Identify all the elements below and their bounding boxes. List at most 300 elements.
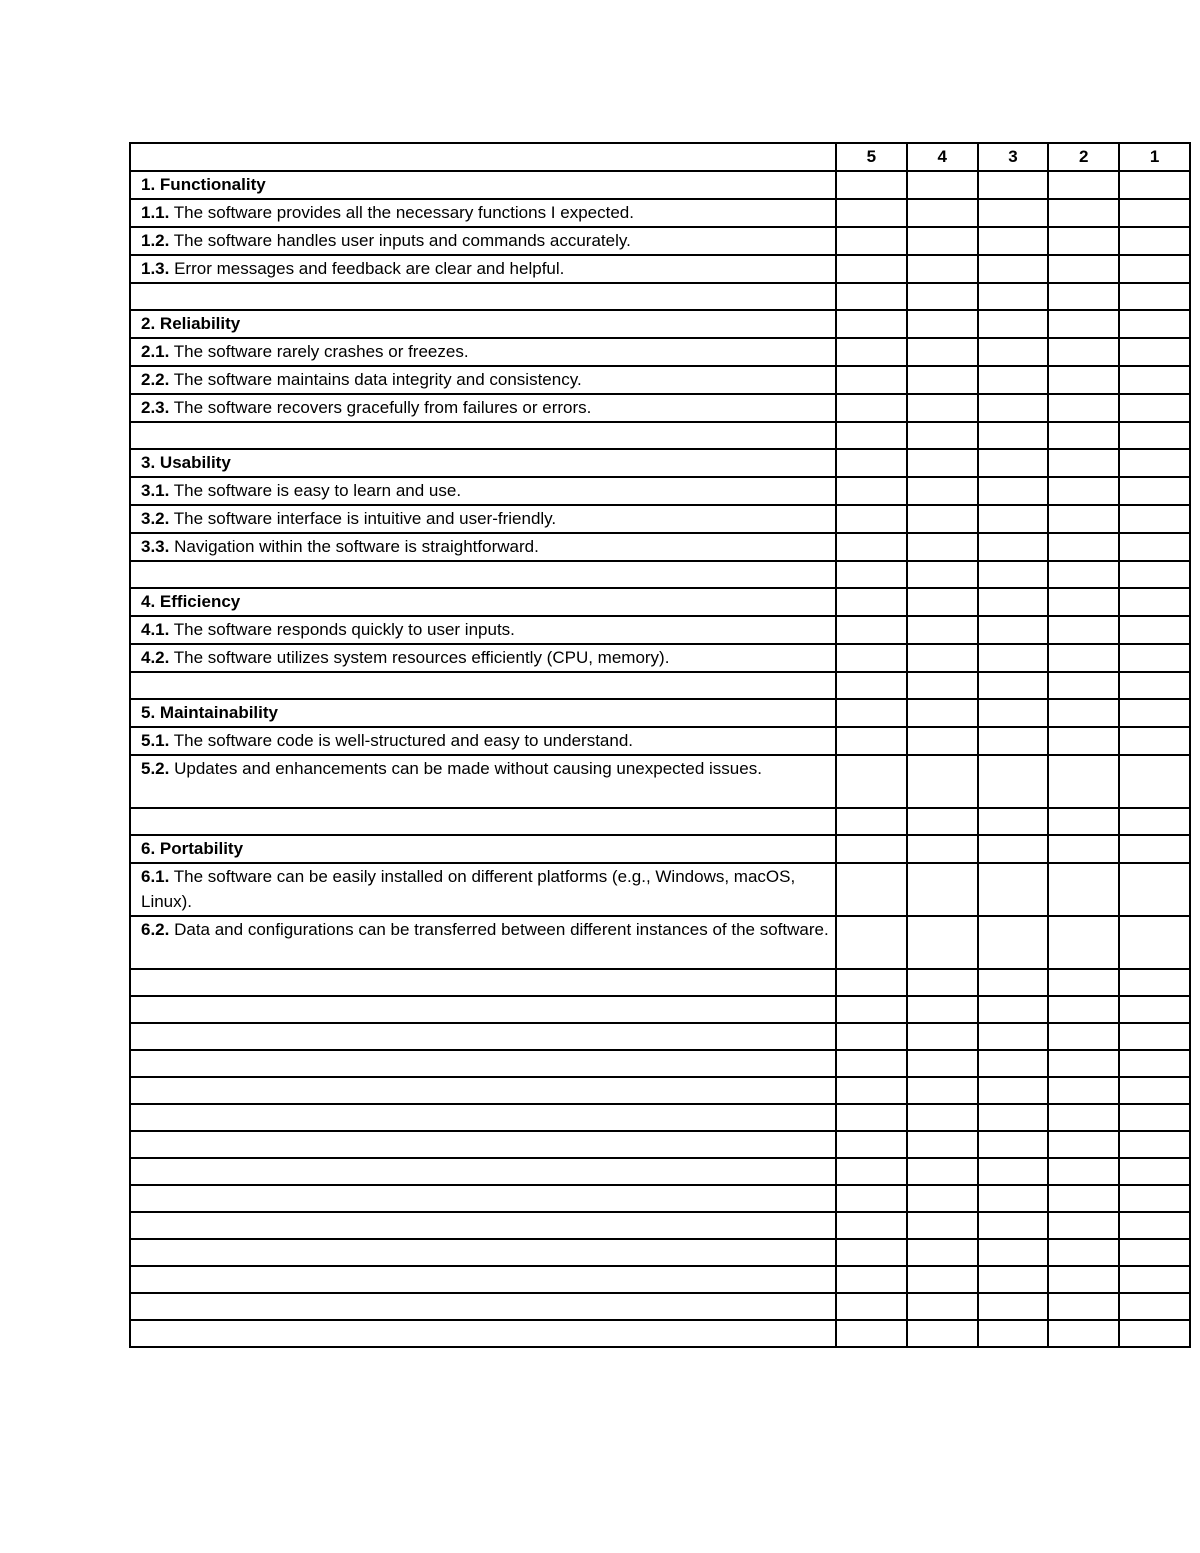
rating-cell-2[interactable]	[1048, 394, 1119, 422]
rating-cell-3[interactable]	[978, 1158, 1049, 1185]
rating-cell-5[interactable]	[836, 199, 907, 227]
item-label	[130, 255, 836, 283]
rating-cell-1[interactable]	[1119, 755, 1190, 808]
rating-cell-3[interactable]	[978, 1131, 1049, 1158]
rating-cell-1[interactable]	[1119, 533, 1190, 561]
rating-cell-1[interactable]	[1119, 255, 1190, 283]
rating-cell-3[interactable]	[978, 996, 1049, 1023]
rating-cell-2[interactable]	[1048, 477, 1119, 505]
rating-cell-2[interactable]	[1048, 1077, 1119, 1104]
rating-cell-4[interactable]	[907, 505, 978, 533]
rating-cell-4[interactable]	[907, 533, 978, 561]
item-number: 2.1.	[141, 342, 170, 361]
rating-cell-3[interactable]	[978, 1077, 1049, 1104]
rating-cell-2[interactable]	[1048, 338, 1119, 366]
blank-label-cell[interactable]	[130, 422, 836, 449]
rating-cell-5[interactable]	[836, 394, 907, 422]
item-number: 2.3.	[141, 398, 170, 417]
rating-cell-2[interactable]	[1048, 1266, 1119, 1293]
empty-label-cell[interactable]	[130, 1239, 836, 1266]
rating-cell-5[interactable]	[836, 863, 907, 916]
rating-cell-3[interactable]	[978, 699, 1049, 727]
rating-cell-1[interactable]	[1119, 505, 1190, 533]
evaluation-table	[129, 142, 1191, 1348]
empty-row	[130, 1023, 1190, 1050]
rating-cell-4[interactable]	[907, 1131, 978, 1158]
rating-cell-4[interactable]	[907, 227, 978, 255]
rating-cell-2[interactable]	[1048, 1185, 1119, 1212]
rating-cell-2[interactable]	[1048, 996, 1119, 1023]
rating-cell-3[interactable]	[978, 1104, 1049, 1131]
rating-cell-3[interactable]	[978, 1212, 1049, 1239]
rating-cell-5[interactable]	[836, 916, 907, 969]
rating-cell-1[interactable]	[1119, 727, 1190, 755]
blank-label-cell[interactable]	[130, 672, 836, 699]
criteria-header-cell	[130, 143, 836, 171]
rating-cell-5[interactable]	[836, 616, 907, 644]
rating-cell-4[interactable]	[907, 1158, 978, 1185]
rating-cell-1[interactable]	[1119, 835, 1190, 863]
empty-label-cell[interactable]	[130, 1077, 836, 1104]
section-number: 1.	[141, 175, 156, 194]
section-row	[130, 310, 1190, 338]
item-row	[130, 533, 1190, 561]
item-row	[130, 863, 1190, 916]
item-text: The software code is well-structured and easy to understand.	[173, 731, 634, 750]
rating-cell-5[interactable]	[836, 1077, 907, 1104]
rating-cell-2[interactable]	[1048, 916, 1119, 969]
rating-cell-3[interactable]	[978, 338, 1049, 366]
rating-cell-1[interactable]	[1119, 1266, 1190, 1293]
section-number: 2.	[141, 314, 156, 333]
empty-label-cell[interactable]	[130, 1050, 836, 1077]
section-row	[130, 588, 1190, 616]
rating-cell-5[interactable]	[836, 727, 907, 755]
rating-cell-3[interactable]	[978, 1023, 1049, 1050]
rating-cell-1[interactable]	[1119, 863, 1190, 916]
rating-cell-1[interactable]	[1119, 588, 1190, 616]
item-number: 1.2.	[141, 231, 170, 250]
item-number: 3.2.	[141, 509, 170, 528]
rating-cell-5[interactable]	[836, 255, 907, 283]
rating-cell-2[interactable]	[1048, 588, 1119, 616]
rating-header-4: 4	[907, 143, 978, 171]
rating-cell-1[interactable]	[1119, 449, 1190, 477]
item-row	[130, 755, 1190, 808]
rating-cell-3[interactable]	[978, 835, 1049, 863]
empty-label-cell[interactable]	[130, 1320, 836, 1347]
rating-cell-2[interactable]	[1048, 505, 1119, 533]
rating-cell-5[interactable]	[836, 1185, 907, 1212]
rating-cell-3[interactable]	[978, 672, 1049, 699]
rating-cell-1[interactable]	[1119, 699, 1190, 727]
item-number: 6.1.	[141, 867, 170, 886]
rating-cell-4[interactable]	[907, 1293, 978, 1320]
section-title	[130, 171, 836, 199]
rating-cell-5[interactable]	[836, 283, 907, 310]
rating-cell-3[interactable]	[978, 1293, 1049, 1320]
item-label	[130, 755, 836, 808]
rating-cell-5[interactable]	[836, 422, 907, 449]
empty-label-cell[interactable]	[130, 1158, 836, 1185]
rating-cell-2[interactable]	[1048, 699, 1119, 727]
empty-row	[130, 1320, 1190, 1347]
rating-cell-1[interactable]	[1119, 477, 1190, 505]
rating-cell-1[interactable]	[1119, 422, 1190, 449]
empty-row	[130, 1131, 1190, 1158]
rating-cell-2[interactable]	[1048, 227, 1119, 255]
rating-cell-3[interactable]	[978, 644, 1049, 672]
rating-cell-5[interactable]	[836, 755, 907, 808]
rating-cell-2[interactable]	[1048, 1158, 1119, 1185]
item-number: 3.3.	[141, 537, 170, 556]
item-row	[130, 394, 1190, 422]
rating-cell-2[interactable]	[1048, 171, 1119, 199]
rating-cell-4[interactable]	[907, 916, 978, 969]
item-text: The software utilizes system resources efficiently (CPU, memory).	[173, 648, 670, 667]
item-number: 4.2.	[141, 648, 170, 667]
rating-cell-3[interactable]	[978, 422, 1049, 449]
rating-cell-2[interactable]	[1048, 283, 1119, 310]
rating-cell-2[interactable]	[1048, 616, 1119, 644]
rating-cell-1[interactable]	[1119, 283, 1190, 310]
rating-cell-2[interactable]	[1048, 755, 1119, 808]
rating-cell-1[interactable]	[1119, 1320, 1190, 1347]
rating-cell-3[interactable]	[978, 561, 1049, 588]
section-number: 6.	[141, 839, 156, 858]
section-number: 4.	[141, 592, 156, 611]
rating-cell-5[interactable]	[836, 1158, 907, 1185]
rating-cell-3[interactable]	[978, 533, 1049, 561]
rating-cell-5[interactable]	[836, 644, 907, 672]
item-text: Data and configurations can be transferred between different instances of the software.	[174, 920, 829, 939]
rating-cell-4[interactable]	[907, 969, 978, 996]
rating-cell-4[interactable]	[907, 477, 978, 505]
rating-cell-1[interactable]	[1119, 310, 1190, 338]
empty-row	[130, 1050, 1190, 1077]
rating-cell-2[interactable]	[1048, 449, 1119, 477]
rating-cell-2[interactable]	[1048, 1131, 1119, 1158]
rating-cell-5[interactable]	[836, 366, 907, 394]
blank-label-cell[interactable]	[130, 283, 836, 310]
empty-label-cell[interactable]	[130, 996, 836, 1023]
rating-cell-1[interactable]	[1119, 338, 1190, 366]
empty-row	[130, 1104, 1190, 1131]
empty-label-cell[interactable]	[130, 1131, 836, 1158]
rating-cell-5[interactable]	[836, 1212, 907, 1239]
rating-cell-4[interactable]	[907, 699, 978, 727]
rating-cell-5[interactable]	[836, 171, 907, 199]
rating-cell-5[interactable]	[836, 835, 907, 863]
rating-cell-3[interactable]	[978, 1050, 1049, 1077]
rating-cell-1[interactable]	[1119, 916, 1190, 969]
rating-cell-1[interactable]	[1119, 366, 1190, 394]
rating-cell-4[interactable]	[907, 1104, 978, 1131]
rating-cell-5[interactable]	[836, 808, 907, 835]
empty-label-cell[interactable]	[130, 1293, 836, 1320]
empty-label-cell[interactable]	[130, 1023, 836, 1050]
rating-cell-4[interactable]	[907, 199, 978, 227]
rating-cell-5[interactable]	[836, 1104, 907, 1131]
empty-label-cell[interactable]	[130, 969, 836, 996]
rating-cell-1[interactable]	[1119, 996, 1190, 1023]
rating-cell-3[interactable]	[978, 477, 1049, 505]
item-text: The software is easy to learn and use.	[173, 481, 462, 500]
item-label	[130, 505, 836, 533]
item-row	[130, 727, 1190, 755]
rating-cell-4[interactable]	[907, 996, 978, 1023]
item-text: Navigation within the software is straightforward.	[174, 537, 539, 556]
rating-cell-4[interactable]	[907, 1050, 978, 1077]
rating-cell-4[interactable]	[907, 1320, 978, 1347]
rating-cell-3[interactable]	[978, 1266, 1049, 1293]
blank-label-cell[interactable]	[130, 808, 836, 835]
rating-cell-3[interactable]	[978, 1239, 1049, 1266]
rating-cell-1[interactable]	[1119, 1077, 1190, 1104]
rating-cell-5[interactable]	[836, 1131, 907, 1158]
rating-cell-3[interactable]	[978, 969, 1049, 996]
item-label	[130, 227, 836, 255]
item-label	[130, 916, 836, 969]
item-label	[130, 863, 836, 916]
rating-cell-4[interactable]	[907, 255, 978, 283]
rating-cell-1[interactable]	[1119, 199, 1190, 227]
rating-cell-2[interactable]	[1048, 366, 1119, 394]
rating-cell-5[interactable]	[836, 449, 907, 477]
empty-label-cell[interactable]	[130, 1212, 836, 1239]
rating-cell-2[interactable]	[1048, 199, 1119, 227]
item-label	[130, 338, 836, 366]
item-text: The software rarely crashes or freezes.	[173, 342, 469, 361]
rating-cell-3[interactable]	[978, 310, 1049, 338]
empty-label-cell[interactable]	[130, 1185, 836, 1212]
rating-cell-5[interactable]	[836, 1293, 907, 1320]
rating-cell-3[interactable]	[978, 1320, 1049, 1347]
empty-row	[130, 1185, 1190, 1212]
rating-cell-2[interactable]	[1048, 561, 1119, 588]
rating-cell-2[interactable]	[1048, 1212, 1119, 1239]
rating-cell-1[interactable]	[1119, 561, 1190, 588]
section-title	[130, 449, 836, 477]
rating-header-3: 3	[978, 143, 1049, 171]
rating-cell-5[interactable]	[836, 969, 907, 996]
section-title	[130, 310, 836, 338]
rating-cell-5[interactable]	[836, 588, 907, 616]
item-label	[130, 477, 836, 505]
rating-cell-2[interactable]	[1048, 255, 1119, 283]
rating-cell-4[interactable]	[907, 835, 978, 863]
rating-cell-3[interactable]	[978, 255, 1049, 283]
rating-cell-4[interactable]	[907, 561, 978, 588]
rating-header-2: 2	[1048, 143, 1119, 171]
rating-cell-1[interactable]	[1119, 672, 1190, 699]
section-row	[130, 835, 1190, 863]
rating-cell-1[interactable]	[1119, 808, 1190, 835]
rating-cell-2[interactable]	[1048, 1320, 1119, 1347]
rating-cell-2[interactable]	[1048, 727, 1119, 755]
rating-cell-1[interactable]	[1119, 969, 1190, 996]
rating-cell-4[interactable]	[907, 1239, 978, 1266]
rating-cell-5[interactable]	[836, 699, 907, 727]
header-row	[130, 143, 1190, 171]
rating-cell-4[interactable]	[907, 422, 978, 449]
rating-cell-4[interactable]	[907, 616, 978, 644]
item-number: 5.1.	[141, 731, 170, 750]
rating-cell-1[interactable]	[1119, 1023, 1190, 1050]
rating-cell-1[interactable]	[1119, 1239, 1190, 1266]
rating-cell-3[interactable]	[978, 283, 1049, 310]
rating-cell-3[interactable]	[978, 227, 1049, 255]
rating-cell-4[interactable]	[907, 171, 978, 199]
rating-cell-5[interactable]	[836, 996, 907, 1023]
rating-cell-2[interactable]	[1048, 1023, 1119, 1050]
rating-cell-5[interactable]	[836, 1266, 907, 1293]
rating-cell-4[interactable]	[907, 394, 978, 422]
rating-cell-5[interactable]	[836, 477, 907, 505]
rating-cell-4[interactable]	[907, 672, 978, 699]
rating-cell-5[interactable]	[836, 533, 907, 561]
rating-cell-1[interactable]	[1119, 616, 1190, 644]
rating-cell-2[interactable]	[1048, 863, 1119, 916]
rating-cell-4[interactable]	[907, 1023, 978, 1050]
rating-cell-2[interactable]	[1048, 1293, 1119, 1320]
rating-cell-1[interactable]	[1119, 644, 1190, 672]
rating-cell-1[interactable]	[1119, 1185, 1190, 1212]
blank-row	[130, 561, 1190, 588]
rating-cell-3[interactable]	[978, 1185, 1049, 1212]
rating-cell-5[interactable]	[836, 227, 907, 255]
rating-cell-3[interactable]	[978, 394, 1049, 422]
rating-cell-4[interactable]	[907, 310, 978, 338]
item-row	[130, 366, 1190, 394]
item-number: 3.1.	[141, 481, 170, 500]
rating-cell-4[interactable]	[907, 755, 978, 808]
rating-cell-3[interactable]	[978, 588, 1049, 616]
rating-cell-3[interactable]	[978, 199, 1049, 227]
item-label	[130, 727, 836, 755]
empty-row	[130, 1158, 1190, 1185]
empty-label-cell[interactable]	[130, 1104, 836, 1131]
item-text: The software interface is intuitive and user-friendly.	[173, 509, 557, 528]
empty-row	[130, 1293, 1190, 1320]
rating-cell-2[interactable]	[1048, 1050, 1119, 1077]
rating-cell-4[interactable]	[907, 588, 978, 616]
item-text: The software maintains data integrity and consistency.	[173, 370, 582, 389]
rating-cell-1[interactable]	[1119, 171, 1190, 199]
empty-row	[130, 1266, 1190, 1293]
rating-cell-3[interactable]	[978, 449, 1049, 477]
rating-cell-2[interactable]	[1048, 835, 1119, 863]
item-number: 6.2.	[141, 920, 170, 939]
rating-cell-5[interactable]	[836, 1050, 907, 1077]
rating-cell-1[interactable]	[1119, 1131, 1190, 1158]
item-row	[130, 338, 1190, 366]
rating-cell-2[interactable]	[1048, 672, 1119, 699]
rating-cell-5[interactable]	[836, 338, 907, 366]
rating-cell-4[interactable]	[907, 863, 978, 916]
rating-cell-2[interactable]	[1048, 422, 1119, 449]
item-row	[130, 227, 1190, 255]
section-number: 3.	[141, 453, 156, 472]
section-name: Reliability	[159, 314, 241, 333]
rating-cell-5[interactable]	[836, 310, 907, 338]
rating-cell-1[interactable]	[1119, 1104, 1190, 1131]
rating-cell-4[interactable]	[907, 449, 978, 477]
rating-cell-2[interactable]	[1048, 310, 1119, 338]
rating-cell-5[interactable]	[836, 1320, 907, 1347]
rating-cell-4[interactable]	[907, 1266, 978, 1293]
section-name: Functionality	[159, 175, 266, 194]
rating-cell-3[interactable]	[978, 505, 1049, 533]
blank-label-cell[interactable]	[130, 561, 836, 588]
item-label	[130, 199, 836, 227]
rating-cell-2[interactable]	[1048, 808, 1119, 835]
rating-cell-1[interactable]	[1119, 394, 1190, 422]
rating-cell-4[interactable]	[907, 727, 978, 755]
rating-cell-3[interactable]	[978, 366, 1049, 394]
empty-row	[130, 996, 1190, 1023]
rating-cell-1[interactable]	[1119, 1158, 1190, 1185]
empty-row	[130, 969, 1190, 996]
item-text: The software responds quickly to user inputs.	[173, 620, 515, 639]
rating-cell-3[interactable]	[978, 916, 1049, 969]
rating-cell-4[interactable]	[907, 1077, 978, 1104]
rating-cell-1[interactable]	[1119, 1050, 1190, 1077]
rating-cell-3[interactable]	[978, 616, 1049, 644]
rating-cell-5[interactable]	[836, 672, 907, 699]
rating-cell-4[interactable]	[907, 283, 978, 310]
rating-cell-4[interactable]	[907, 644, 978, 672]
empty-label-cell[interactable]	[130, 1266, 836, 1293]
item-text: The software handles user inputs and commands accurately.	[173, 231, 631, 250]
rating-cell-4[interactable]	[907, 338, 978, 366]
section-number: 5.	[141, 703, 156, 722]
section-name: Maintainability	[159, 703, 278, 722]
rating-cell-2[interactable]	[1048, 1104, 1119, 1131]
section-row	[130, 699, 1190, 727]
item-number: 4.1.	[141, 620, 170, 639]
rating-cell-3[interactable]	[978, 863, 1049, 916]
rating-cell-4[interactable]	[907, 366, 978, 394]
rating-cell-1[interactable]	[1119, 227, 1190, 255]
item-number: 1.1.	[141, 203, 170, 222]
rating-cell-3[interactable]	[978, 755, 1049, 808]
item-row	[130, 916, 1190, 969]
rating-cell-5[interactable]	[836, 1239, 907, 1266]
rating-cell-4[interactable]	[907, 808, 978, 835]
rating-cell-2[interactable]	[1048, 1239, 1119, 1266]
rating-cell-5[interactable]	[836, 561, 907, 588]
rating-cell-3[interactable]	[978, 808, 1049, 835]
item-row	[130, 477, 1190, 505]
rating-cell-3[interactable]	[978, 727, 1049, 755]
item-row	[130, 255, 1190, 283]
rating-cell-2[interactable]	[1048, 969, 1119, 996]
rating-cell-4[interactable]	[907, 1212, 978, 1239]
rating-cell-1[interactable]	[1119, 1212, 1190, 1239]
rating-cell-2[interactable]	[1048, 533, 1119, 561]
rating-cell-2[interactable]	[1048, 644, 1119, 672]
rating-cell-5[interactable]	[836, 505, 907, 533]
rating-cell-1[interactable]	[1119, 1293, 1190, 1320]
rating-cell-4[interactable]	[907, 1185, 978, 1212]
blank-row	[130, 808, 1190, 835]
rating-cell-5[interactable]	[836, 1023, 907, 1050]
section-row	[130, 171, 1190, 199]
rating-cell-3[interactable]	[978, 171, 1049, 199]
item-row	[130, 505, 1190, 533]
item-label	[130, 644, 836, 672]
